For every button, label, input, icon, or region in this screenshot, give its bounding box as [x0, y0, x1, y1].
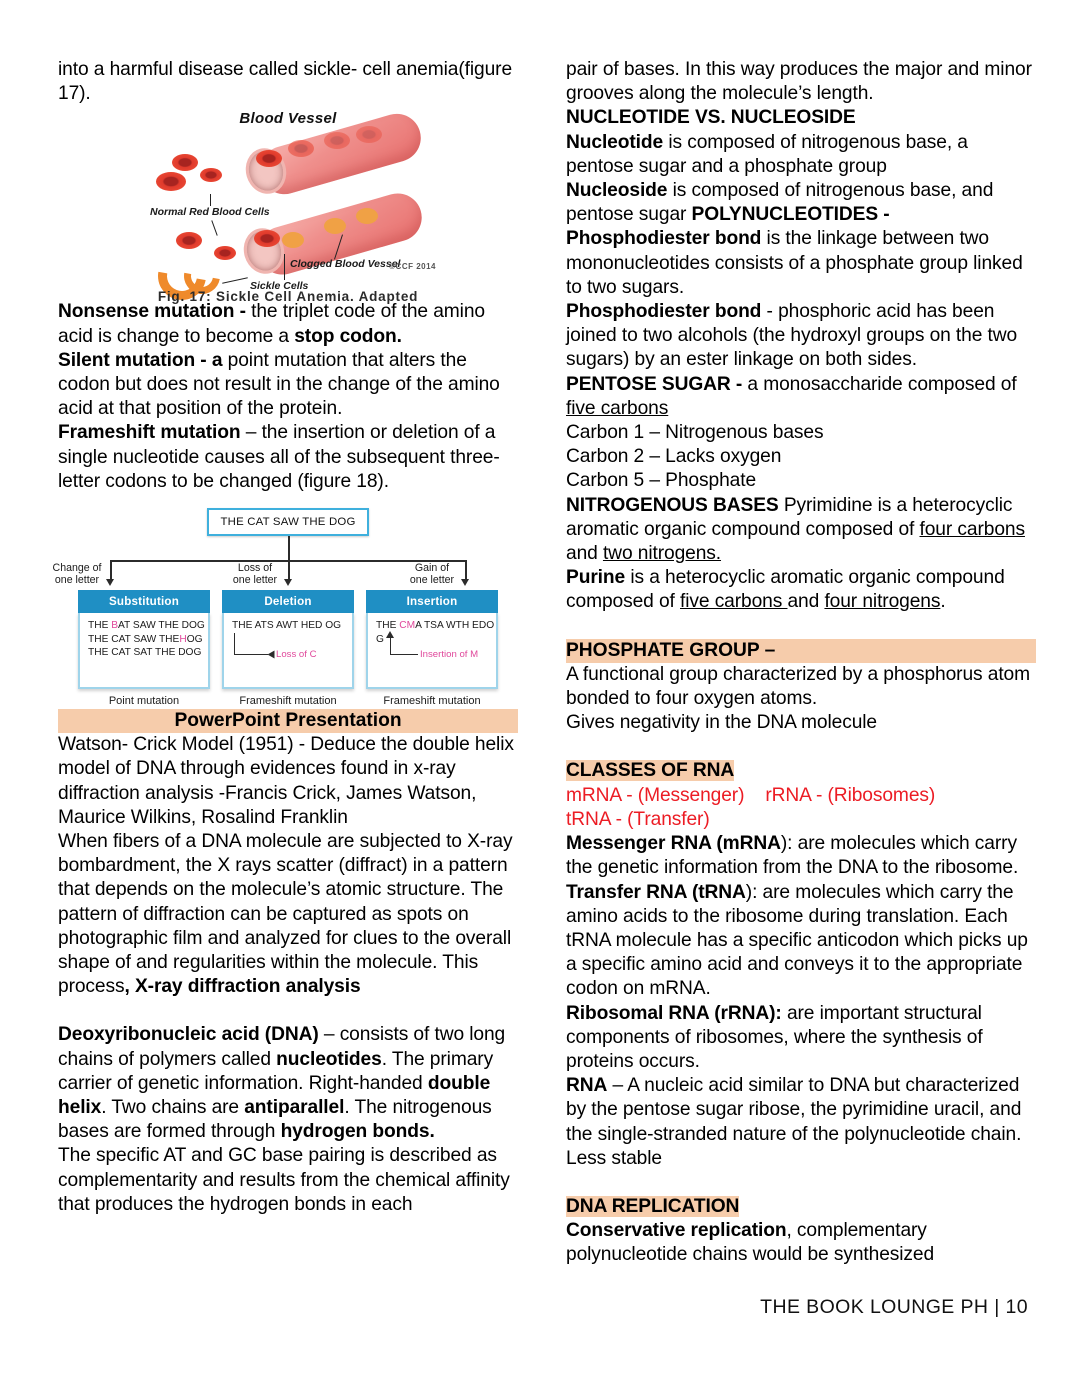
leader-line [211, 221, 217, 236]
stop-codon-bold: stop codon. [294, 325, 402, 347]
xray-diffraction-paragraph [58, 830, 518, 999]
ins-l1-a: THE [376, 620, 400, 632]
silent-mutation-paragraph [58, 349, 518, 422]
xray-body: When fibers of a DNA molecule are subjected to X-ray bombardment, the X rays scatter (diffract) in a pattern that depends on the molecule’s atomic structure. The pattern of diffraction can be captured as spots on photographic film and analyzed for clues to the overall shape of and regularities within the molecule. This process [58, 831, 513, 998]
insertion-note: Insertion of M [420, 649, 479, 661]
rrna-abbrev: rRNA - (Ribosomes) [765, 784, 936, 806]
deletion-line-1: THE ATS AWT HED OG [232, 620, 342, 632]
purine-period: . [940, 591, 946, 613]
messenger-rna-paragraph [566, 832, 1036, 880]
nucleotide-term: Nucleotide [566, 131, 664, 153]
nucleoside-body: is composed of nitrogenous base, and pentose sugar [566, 180, 994, 226]
phosphodiester-body-1: is the linkage between two mononucleotides consists of a phosphate group linked to two sugars. [566, 228, 1023, 298]
substitution-examples [78, 613, 210, 689]
figure-17-title: Blood Vessel [239, 110, 337, 128]
frameshift-mutation-body: – the insertion or deletion of a [245, 422, 496, 444]
frameshift-mutation-term: Frameshift mutation [58, 422, 246, 444]
intro-paragraph: into a harmful disease called sickle- cell anemia(figure 17). [58, 59, 513, 105]
dna-replication-heading-line [566, 1195, 1036, 1219]
section-spacer-3 [566, 1171, 1036, 1195]
trna-body: ): are molecules which carry the amino acids to the ribosome during translation. Each tRNA molecule has a specific anticodon which picks up a specific amino acid and conveys it to the appropriate codon on mRNA. [566, 881, 1028, 1000]
diagram-connectors [52, 536, 498, 590]
hydrogen-bonds-bold: hydrogen bonds. [280, 1121, 435, 1143]
mutation-column-substitution [78, 590, 210, 707]
nucleoside-term: Nucleoside [566, 180, 668, 202]
connector-label-gain-of-one-letter [395, 562, 469, 587]
mutation-column-insertion [366, 590, 498, 707]
dna-body2: . The primary carrier of genetic information. Right-handed [58, 1048, 494, 1094]
red-blood-cell-icon [156, 172, 186, 191]
five-carbons-underlined-purine: five carbons [680, 591, 788, 613]
rrna-body: are important structural components of ribosomes, where the synthesis of proteins occurs. [566, 1002, 983, 1072]
phosphate-group-heading: PHOSPHATE GROUP – [566, 639, 1036, 663]
conservative-replication-body: , complementary polynucleotide chains would be synthesized [566, 1220, 935, 1266]
red-blood-cell-icon [176, 232, 202, 249]
mutation-type-columns [78, 590, 498, 707]
powerpoint-presentation-heading: PowerPoint Presentation [58, 709, 518, 733]
substitution-heading: Substitution [78, 590, 210, 613]
dna-definition-paragraph [58, 1023, 518, 1144]
carbon-2-line: Carbon 2 – Lacks oxygen [566, 446, 782, 468]
paragraph-spacer [58, 999, 518, 1023]
mutation-column-deletion [222, 590, 354, 707]
leader-line [284, 254, 285, 280]
pentose-sugar-body: a monosaccharide composed of [747, 373, 1017, 395]
pentose-sugar-paragraph [566, 373, 1036, 421]
right-column [566, 58, 1036, 1268]
label-sickle-cells: Sickle Cells [250, 280, 309, 293]
dna-term: Deoxyribonucleic acid (DNA) [58, 1024, 319, 1046]
phosphodiester-bond-paragraph-1 [566, 227, 1036, 300]
substitution-line-2 [88, 633, 208, 647]
connector-1-line1: Change of [52, 562, 102, 575]
substitution-line-3: THE CAT SAT THE DOG [88, 647, 202, 659]
substitution-line-1 [88, 619, 208, 633]
connector-2-line2: one letter [232, 574, 278, 587]
nucleotides-bold: nucleotides [276, 1048, 382, 1070]
insertion-heading: Insertion [366, 590, 498, 613]
substitution-caption: Point mutation [108, 695, 180, 708]
purine-term: Purine [566, 567, 626, 589]
mrna-term: Messenger RNA (mRNA [566, 833, 781, 855]
rrna-term: Ribosomal RNA (rRNA): [566, 1002, 782, 1024]
rna-definition-paragraph [566, 1074, 1036, 1171]
figure-17-sickle-cell-anemia [138, 110, 438, 305]
nonsense-mutation-term: Nonsense mutation - [58, 301, 252, 323]
red-blood-cell-icon [200, 168, 222, 182]
base-pairing-paragraph: The specific AT and GC base pairing is described as complementarity and results from the chemical affinity that produces the hydrogen bonds in each [58, 1145, 510, 1215]
nonsense-mutation-body: the triplet code of the amino acid is change to become a [58, 301, 485, 347]
rna-abbrev-line-1 [566, 784, 1036, 808]
section-spacer-2 [566, 735, 1036, 759]
classes-of-rna-heading-line [566, 759, 1036, 783]
figure-17-caption: Fig. 17: Sickle Cell Anemia. Adapted [157, 289, 419, 305]
grooves-continuation-paragraph: pair of bases. In this way produces the major and minor grooves along the molecule’s length. [566, 59, 1032, 105]
dna-body1: – consists of two long chains of polymers called [58, 1024, 506, 1070]
insertion-line-1 [376, 619, 496, 646]
figure-18-mutation-types-diagram [52, 508, 498, 708]
ins-l1-changed: CM [399, 620, 416, 632]
sub-l2-c: OG [186, 633, 203, 645]
deletion-note: Loss of C [276, 649, 317, 661]
mrna-abbrev: mRNA - (Messenger) [566, 784, 745, 806]
silent-mutation-body: point mutation that alters the codon but does not result in the change of the amino acid at that position of the protein. [58, 349, 500, 420]
antiparallel-bold: antiparallel [244, 1097, 345, 1119]
ins-l1-c: A TSA WTH EDO G [376, 620, 495, 645]
pentose-sugar-term: PENTOSE SUGAR - [566, 373, 748, 395]
nucleotide-paragraph [566, 131, 1036, 179]
classes-of-rna-heading: CLASSES OF RNA [566, 760, 735, 782]
deletion-caption: Frameshift mutation [239, 695, 337, 708]
pyrimidine-body: Pyrimidine is a heterocyclic aromatic organic compound composed of [566, 494, 1013, 540]
nitrogenous-bases-heading: NITROGENOUS BASES [566, 494, 779, 516]
pyrimidine-and: and [566, 543, 603, 565]
deletion-examples [222, 613, 354, 689]
sub-l2-changed: H [179, 633, 187, 645]
nucleotide-vs-nucleoside-heading: NUCLEOTIDE VS. NUCLEOSIDE [566, 107, 856, 129]
phosphodiester-body-2: - phosphoric acid has been joined to two alcohols (the hydroxyl groups on the two sugars) by an ester linkage on both sides. [566, 301, 1018, 371]
carbon-5-line: Carbon 5 – Phosphate [566, 470, 757, 492]
phosphodiester-term-2: Phosphodiester bond [566, 301, 762, 323]
frameshift-continuation: single nucleotide causes all of the subsequent three-letter codons to be changed (figure 18). [58, 446, 500, 492]
red-blood-cell-icon [214, 246, 236, 260]
section-spacer-1 [566, 615, 1036, 639]
label-clogged-blood-vessel: Clogged Blood Vessel [290, 258, 401, 271]
page-footer: THE BOOK LOUNGE PH | 10 [760, 1296, 1028, 1318]
insertion-caption: Frameshift mutation [383, 695, 481, 708]
four-nitrogens-underlined: four nitrogens [824, 591, 941, 613]
rna-term: RNA [566, 1075, 608, 1097]
purine-and: and [787, 591, 825, 613]
connector-1-line2: one letter [54, 574, 100, 587]
phosphodiester-bond-paragraph-2 [566, 300, 1036, 373]
frameshift-mutation-paragraph [58, 421, 518, 445]
xray-diffraction-analysis-bold: , X-ray diffraction analysis [124, 976, 361, 998]
connector-2-line1: Loss of [237, 562, 273, 575]
connector-3-line2: one letter [409, 574, 455, 587]
connector-3-line1: Gain of [414, 562, 450, 575]
trna-abbrev: tRNA - (Transfer) [566, 808, 710, 830]
polynucleotides-heading: POLYNUCLEOTIDES - [691, 204, 890, 226]
label-normal-red-blood-cells: Normal Red Blood Cells [150, 206, 270, 219]
nucleotide-body: is composed of nitrogenous base, a pentose sugar and a phosphate group [566, 131, 968, 177]
purine-paragraph [566, 566, 1036, 614]
leader-line [210, 194, 211, 206]
red-blood-cell-icon [172, 154, 198, 171]
transfer-rna-paragraph [566, 881, 1036, 1002]
dna-replication-heading: DNA REPLICATION [566, 1195, 740, 1217]
watson-crick-paragraph: Watson- Crick Model (1951) - Deduce the double helix model of DNA through evidences found in x-ray diffraction analysis -Francis Crick, James Watson, Maurice Wilkins, Rosalind Franklin [58, 734, 514, 828]
insertion-examples [366, 613, 498, 689]
leader-line [222, 278, 248, 284]
connector-label-change-of-one-letter [40, 562, 114, 587]
sub-l1-changed: B [111, 620, 119, 632]
ribosomal-rna-paragraph [566, 1002, 1036, 1075]
left-column [52, 58, 518, 1268]
trna-term: Transfer RNA (tRNA [566, 881, 746, 903]
sub-l1-c: AT SAW THE DOG [118, 620, 205, 632]
figure-17-credit: ©CCF 2014 [389, 262, 436, 272]
source-sentence-box: THE CAT SAW THE DOG [207, 508, 369, 536]
dna-body4: . The nitrogenous bases are formed through [58, 1097, 492, 1143]
sub-l1-a: THE [88, 620, 112, 632]
silent-mutation-term: Silent mutation - a [58, 349, 228, 371]
mrna-body: ): are molecules which carry the genetic information from the DNA to the ribosome. [566, 833, 1019, 879]
phosphate-group-body: A functional group characterized by a phosphorus atom bonded to four oxygen atoms. [566, 663, 1031, 710]
phosphodiester-term-1: Phosphodiester bond [566, 228, 762, 250]
conservative-replication-paragraph [566, 1219, 1036, 1267]
deletion-heading: Deletion [222, 590, 354, 613]
four-carbons-underlined: four carbons [919, 518, 1025, 540]
carbon-1-line: Carbon 1 – Nitrogenous bases [566, 422, 824, 444]
purine-body: is a heterocyclic aromatic organic compound composed of [566, 567, 1005, 613]
nitrogenous-bases-paragraph [566, 494, 1036, 567]
double-helix-bold: double helix [58, 1072, 491, 1119]
dna-body3: . Two chains are [101, 1097, 245, 1119]
connector-label-loss-of-one-letter [218, 562, 292, 587]
nonsense-mutation-paragraph [58, 300, 518, 348]
phosphate-group-body-2: Gives negativity in the DNA molecule [566, 712, 878, 734]
five-carbons-underlined: five carbons [566, 397, 669, 419]
sub-l2-a: THE CAT SAW THE [88, 633, 180, 645]
two-nitrogens-underlined: two nitrogens. [602, 543, 722, 565]
conservative-replication-term: Conservative replication [566, 1220, 787, 1242]
rna-body: – A nucleic acid similar to DNA but characterized by the pentose sugar ribose, the pyrimidine uracil, and the single-stranded nature of the polynucleotide chain. Less stable [566, 1075, 1022, 1169]
nucleoside-paragraph [566, 179, 1036, 227]
